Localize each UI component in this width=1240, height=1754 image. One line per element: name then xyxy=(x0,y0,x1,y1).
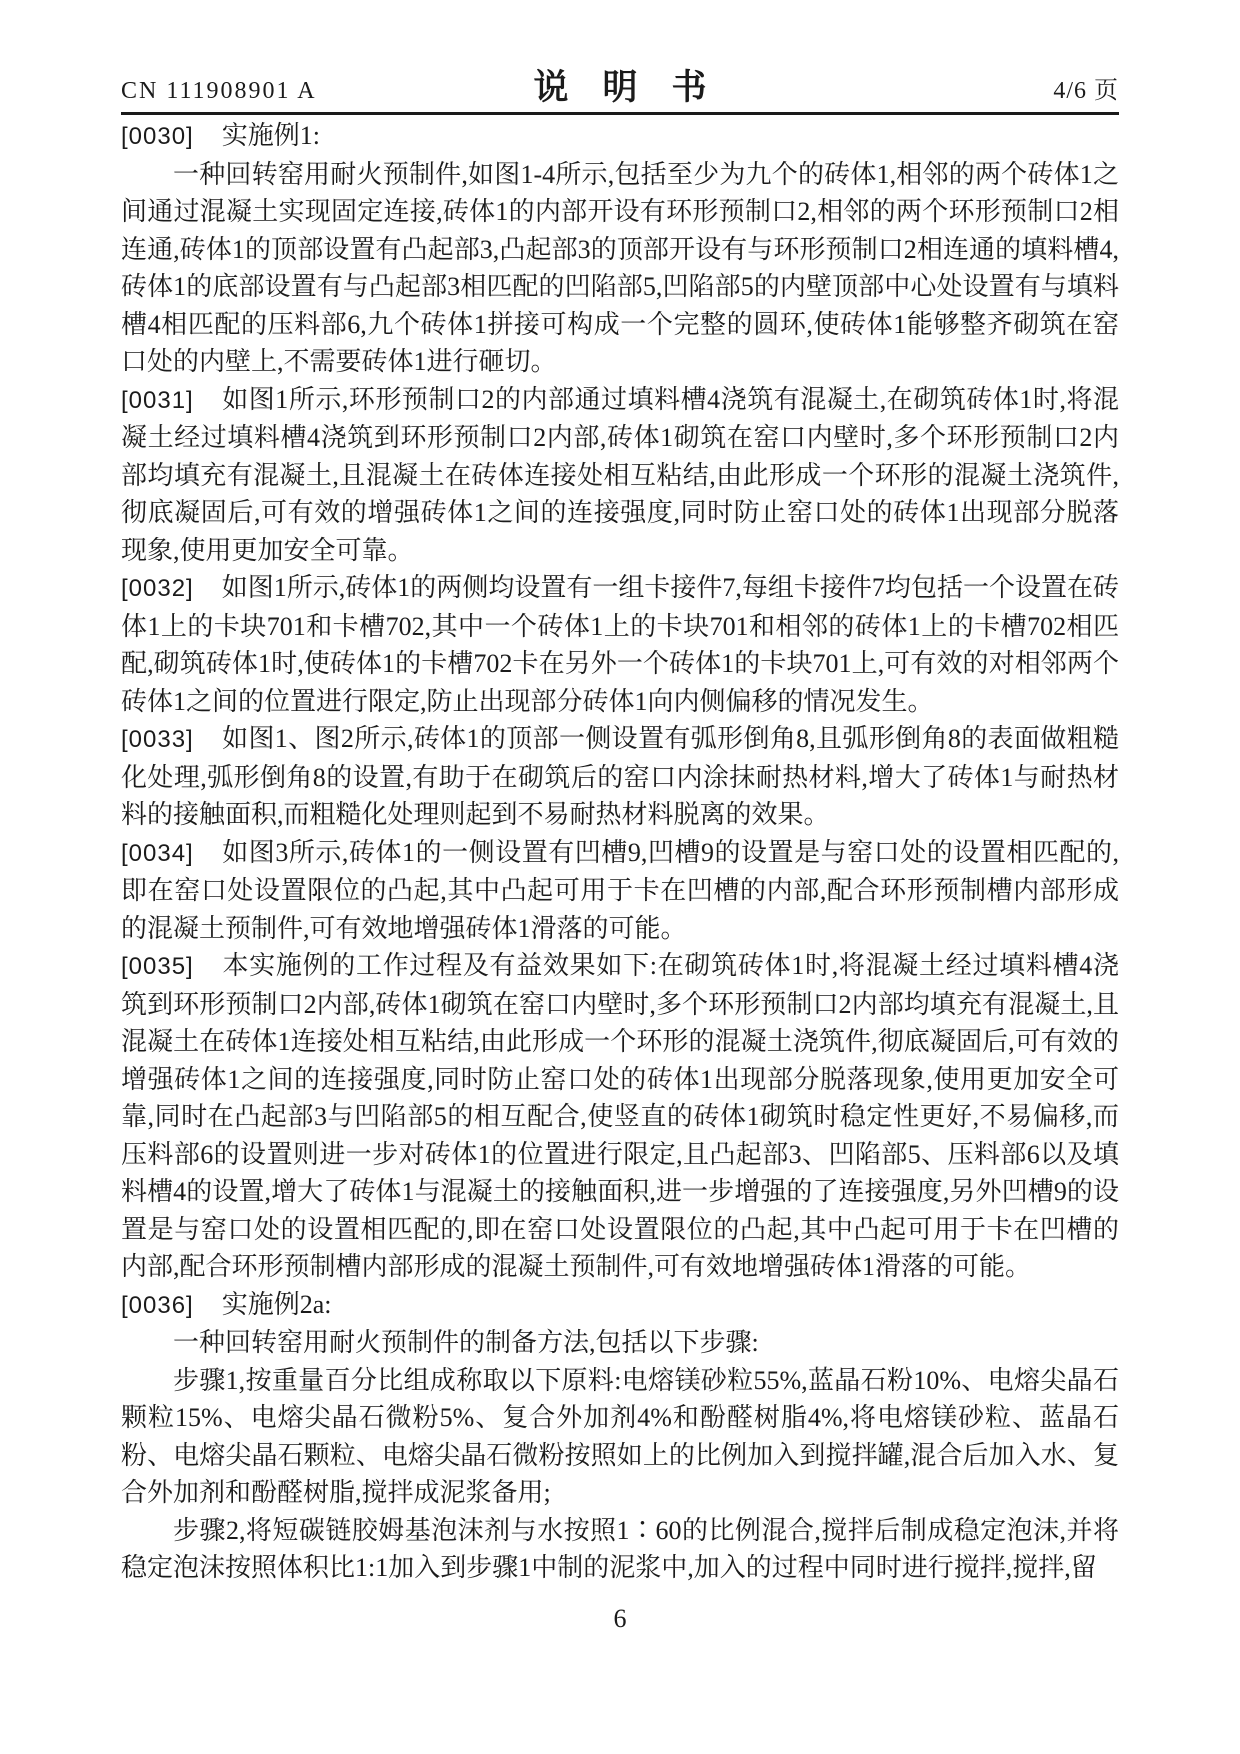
paragraph xyxy=(121,1324,1119,1362)
paragraph-text: 如图1所示,砖体1的两侧均设置有一组卡接件7,每组卡接件7均包括一个设置在砖体1上的卡块701和卡槽702,其中一个砖体1上的卡块701和相邻的砖体1上的卡槽702相匹配,砌筑砖体1时,使砖体1的卡槽702卡在另外一个砖体1的卡块701上,可有效的对相邻两个砖体1之间的位置进行限定,防止出现部分砖体1向内侧偏移的情况发生。 xyxy=(121,573,1119,716)
paragraph xyxy=(121,381,1119,570)
paragraph-text: 如图3所示,砖体1的一侧设置有凹槽9,凹槽9的设置是与窑口处的设置相匹配的,即在窑口处设置限位的凸起,其中凸起可用于卡在凹槽的内部,配合环形预制槽内部形成的混凝土预制件,可有效地增强砖体1滑落的可能。 xyxy=(121,837,1119,943)
paragraph-tag: [0035] xyxy=(121,953,194,980)
paragraph xyxy=(121,1286,1119,1325)
paragraph-text: 一种回转窑用耐火预制件,如图1-4所示,包括至少为九个的砖体1,相邻的两个砖体1之间通过混凝土实现固定连接,砖体1的内部开设有环形预制口2,相邻的两个环形预制口2相连通,砖体1的顶部设置有凸起部3,凸起部3的顶部开设有与环形预制口2相连通的填料槽4,砖体1的底部设置有与凸起部3相匹配的凹陷部5,凹陷部5的内壁顶部中心处设置有与填料槽4相匹配的压料部6,九个砖体1拼接可构成一个完整的圆环,使砖体1能够整齐砌筑在窑口处的内壁上,不需要砖体1进行砸切。 xyxy=(121,159,1119,376)
paragraph xyxy=(121,156,1119,381)
paragraph xyxy=(121,117,1119,156)
paragraph-text: 实施例1: xyxy=(221,121,320,150)
paragraph xyxy=(121,834,1119,948)
document-number: CN 111908901 A xyxy=(121,78,317,104)
paragraph xyxy=(121,947,1119,1286)
page-indicator: 4/6 页 xyxy=(1053,78,1119,104)
paragraph-tag: [0032] xyxy=(121,575,194,602)
paragraph-tag: [0036] xyxy=(121,1291,194,1319)
paragraph xyxy=(121,720,1119,834)
footer-page-number: 6 xyxy=(613,1604,627,1633)
paragraph-text: 一种回转窑用耐火预制件的制备方法,包括以下步骤: xyxy=(173,1328,759,1357)
paragraph-text: 如图1所示,环形预制口2的内部通过填料槽4浇筑有混凝土,在砌筑砖体1时,将混凝土经过填料槽4浇筑到环形预制口2内部,砖体1砌筑在窑口内壁时,多个环形预制口2内部均填充有混凝土,且混凝土在砖体连接处相互粘结,由此形成一个环形的混凝土浇筑件,彻底凝固后,可有效的增强砖体1之间的连接强度,同时防止窑口处的砖体1出现部分脱落现象,使用更加安全可靠。 xyxy=(121,384,1119,565)
paragraph xyxy=(121,1362,1119,1512)
paragraph-tag: [0033] xyxy=(121,726,194,753)
paragraph-text: 实施例2a: xyxy=(221,1289,332,1319)
page-header xyxy=(121,62,1119,115)
paragraph-tag: [0030] xyxy=(121,123,194,150)
paragraph xyxy=(121,569,1119,720)
paragraph xyxy=(121,1512,1119,1587)
document-body xyxy=(121,117,1119,1587)
paragraph-tag: [0031] xyxy=(121,386,194,414)
document-title: 说明书 xyxy=(533,68,741,107)
paragraph-text: 步骤2,将短碳链胶姆基泡沫剂与水按照1∶60的比例混合,搅拌后制成稳定泡沫,并将稳定泡沫按照体积比1:1加入到步骤1中制的泥浆中,加入的过程中同时进行搅拌,搅拌,留 xyxy=(121,1515,1119,1582)
paragraph-text: 步骤1,按重量百分比组成称取以下原料:电熔镁砂粒55%,蓝晶石粉10%、电熔尖晶石颗粒15%、电熔尖晶石微粉5%、复合外加剂4%和酚醛树脂4%,将电熔镁砂粒、蓝晶石粉、电熔尖晶石颗粒、电熔尖晶石微粉按照如上的比例加入到搅拌罐,混合后加入水、复合外加剂和酚醛树脂,搅拌成泥浆备用; xyxy=(121,1365,1119,1507)
paragraph-tag: [0034] xyxy=(121,839,194,867)
paragraph-text: 如图1、图2所示,砖体1的顶部一侧设置有弧形倒角8,且弧形倒角8的表面做粗糙化处理,弧形倒角8的设置,有助于在砌筑后的窑口内涂抹耐热材料,增大了砖体1与耐热材料的接触面积,而粗糙化处理则起到不易耐热材料脱离的效果。 xyxy=(121,724,1119,829)
paragraph-text: 本实施例的工作过程及有益效果如下:在砌筑砖体1时,将混凝土经过填料槽4浇筑到环形预制口2内部,砖体1砌筑在窑口内壁时,多个环形预制口2内部均填充有混凝土,且混凝土在砖体1连接处相互粘结,由此形成一个环形的混凝土浇筑件,彻底凝固后,可有效的增强砖体1之间的连接强度,同时防止窑口处的砖体1出现部分脱落现象,使用更加安全可靠,同时在凸起部3与凹陷部5的相互配合,使竖直的砖体1砌筑时稳定性更好,不易偏移,而压料部6的设置则进一步对砖体1的位置进行限定,且凸起部3、凹陷部5、压料部6以及填料槽4的设置,增大了砖体1与混凝土的接触面积,进一步增强的了连接强度,另外凹槽9的设置是与窑口处的设置相匹配的,即在窑口处设置限位的凸起,其中凸起可用于卡在凹槽的内部,配合环形预制槽内部形成的混凝土预制件,可有效地增强砖体1滑落的可能。 xyxy=(121,951,1119,1281)
